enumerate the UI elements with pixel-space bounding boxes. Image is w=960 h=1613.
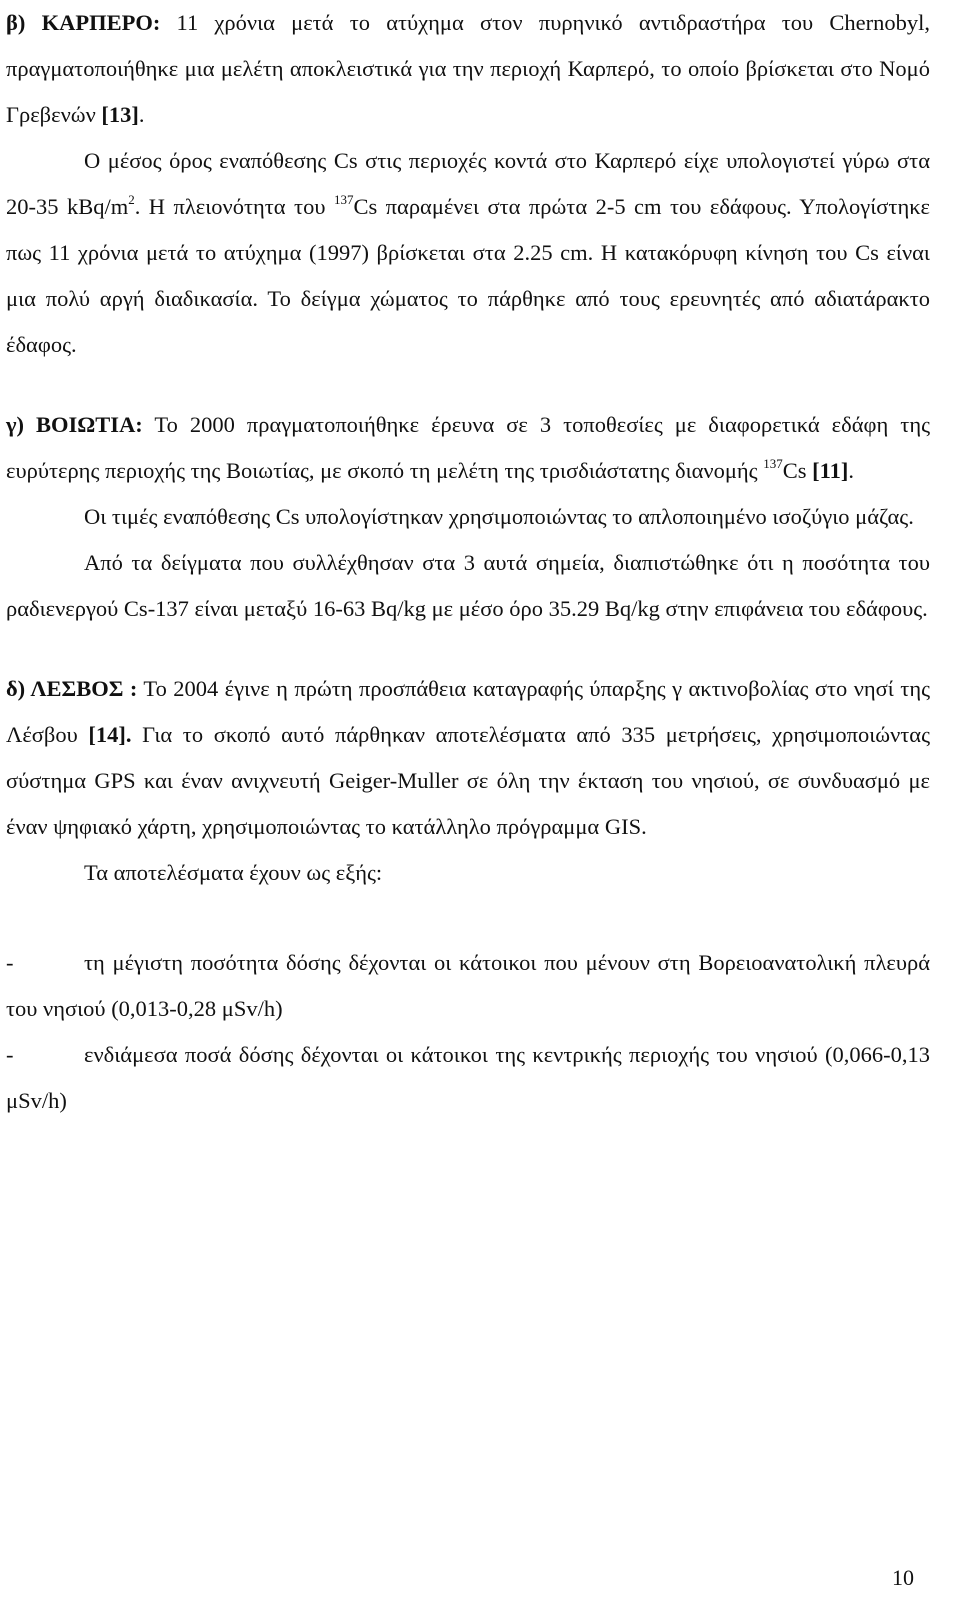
section-b-paragraph-2 <box>6 138 930 368</box>
bullet-text: τη μέγιστη ποσότητα δόσης δέχονται οι κάτοικοι που μένουν στη Βορειοανατολική πλευρά του νησιού (0,013-0,28 μSv/h) <box>6 950 930 1021</box>
page-number: 10 <box>892 1565 914 1590</box>
section-d-text-a: Το 2004 έγινε η πρώτη προσπάθεια καταγραφής ύπαρξης γ ακτινοβολίας στο νησί της Λέσβου <box>6 676 930 747</box>
superscript-137: 137 <box>333 192 354 207</box>
section-d-paragraph <box>6 666 930 850</box>
section-c-reference: [11] <box>812 458 849 483</box>
bullet-marker: - <box>6 1042 14 1067</box>
section-d-reference: [14]. <box>88 722 132 747</box>
section-b-para2-c: Cs παραμένει στα πρώτα 2-5 cm του εδάφους. Υπολογίστηκε πως 11 χρόνια μετά το ατύχημα (1997) βρίσκεται στα 2.25 cm. Η κατακόρυφη κίνηση του Cs είναι μια πολύ αργή διαδικασία. Το δείγμα χώματος το πάρθηκε από τους ερευνητές από αδιατάρακτο έδαφος. <box>6 194 930 357</box>
section-c-paragraph-2: Οι τιμές εναπόθεσης Cs υπολογίστηκαν χρησιμοποιώντας το απλοποιημένο ισοζύγιο μάζας. <box>84 504 914 529</box>
bullet-marker: - <box>6 950 14 975</box>
section-b-heading: β) ΚΑΡΠΕΡΟ: <box>6 10 161 35</box>
section-b-paragraph <box>6 0 930 138</box>
bullet-item-1 <box>6 940 930 1032</box>
section-d-heading: δ) ΛΕΣΒΟΣ : <box>6 676 138 701</box>
section-c-text-end: . <box>848 458 854 483</box>
section-c-text-a: Το 2000 πραγματοποιήθηκε έρευνα σε 3 τοποθεσίες με διαφορετικά εδάφη της ευρύτερης περιοχής της Βοιωτίας, με σκοπό τη μελέτη της τρισδιάστατης διανομής <box>6 412 930 483</box>
bullet-item-2 <box>6 1032 930 1124</box>
section-d-paragraph-2: Τα αποτελέσματα έχουν ως εξής: <box>84 860 383 885</box>
section-c-heading: γ) ΒΟΙΩΤΙΑ: <box>6 412 143 437</box>
section-c-paragraph <box>6 402 930 494</box>
superscript-137: 137 <box>763 456 783 471</box>
section-c-text-b: Cs <box>782 458 813 483</box>
section-b-reference: [13] <box>101 102 139 127</box>
superscript-2: 2 <box>128 192 135 207</box>
section-b-para2-b: . Η πλειονότητα του <box>134 194 334 219</box>
section-b-para2-a: Ο μέσος όρος εναπόθεσης Cs στις περιοχές κοντά στο Καρπερό είχε υπολογιστεί γύρω στα 20-35 kBq/m <box>6 148 930 219</box>
section-d-text-b: Για το σκοπό αυτό πάρθηκαν αποτελέσματα από 335 μετρήσεις, χρησιμοποιώντας σύστημα GPS και έναν ανιχνευτή Geiger-Muller σε όλη την έκταση του νησιού, σε συνδυασμό με έναν ψηφιακό χάρτη, χρησιμοποιώντας το κατάλληλο πρόγραμμα GIS. <box>6 722 930 839</box>
section-b-text: 11 χρόνια μετά το ατύχημα στον πυρηνικό αντιδραστήρα του Chernobyl, πραγματοποιήθηκε μια μελέτη αποκλειστικά για την περιοχή Καρπερό, το οποίο βρίσκεται στο Νομό Γρεβενών <box>6 10 930 127</box>
document-page <box>6 0 930 1124</box>
section-b-text-end: . <box>138 102 145 127</box>
bullet-text: ενδιάμεσα ποσά δόσης δέχονται οι κάτοικοι της κεντρικής περιοχής του νησιού (0,066-0,13 μSv/h) <box>6 1042 930 1113</box>
section-c-paragraph-3: Από τα δείγματα που συλλέχθησαν στα 3 αυτά σημεία, διαπιστώθηκε ότι η ποσότητα του ραδιενεργού Cs-137 είναι μεταξύ 16-63 Bq/kg με μέσο όρο 35.29 Bq/kg στην επιφάνεια του εδάφους. <box>6 550 930 621</box>
